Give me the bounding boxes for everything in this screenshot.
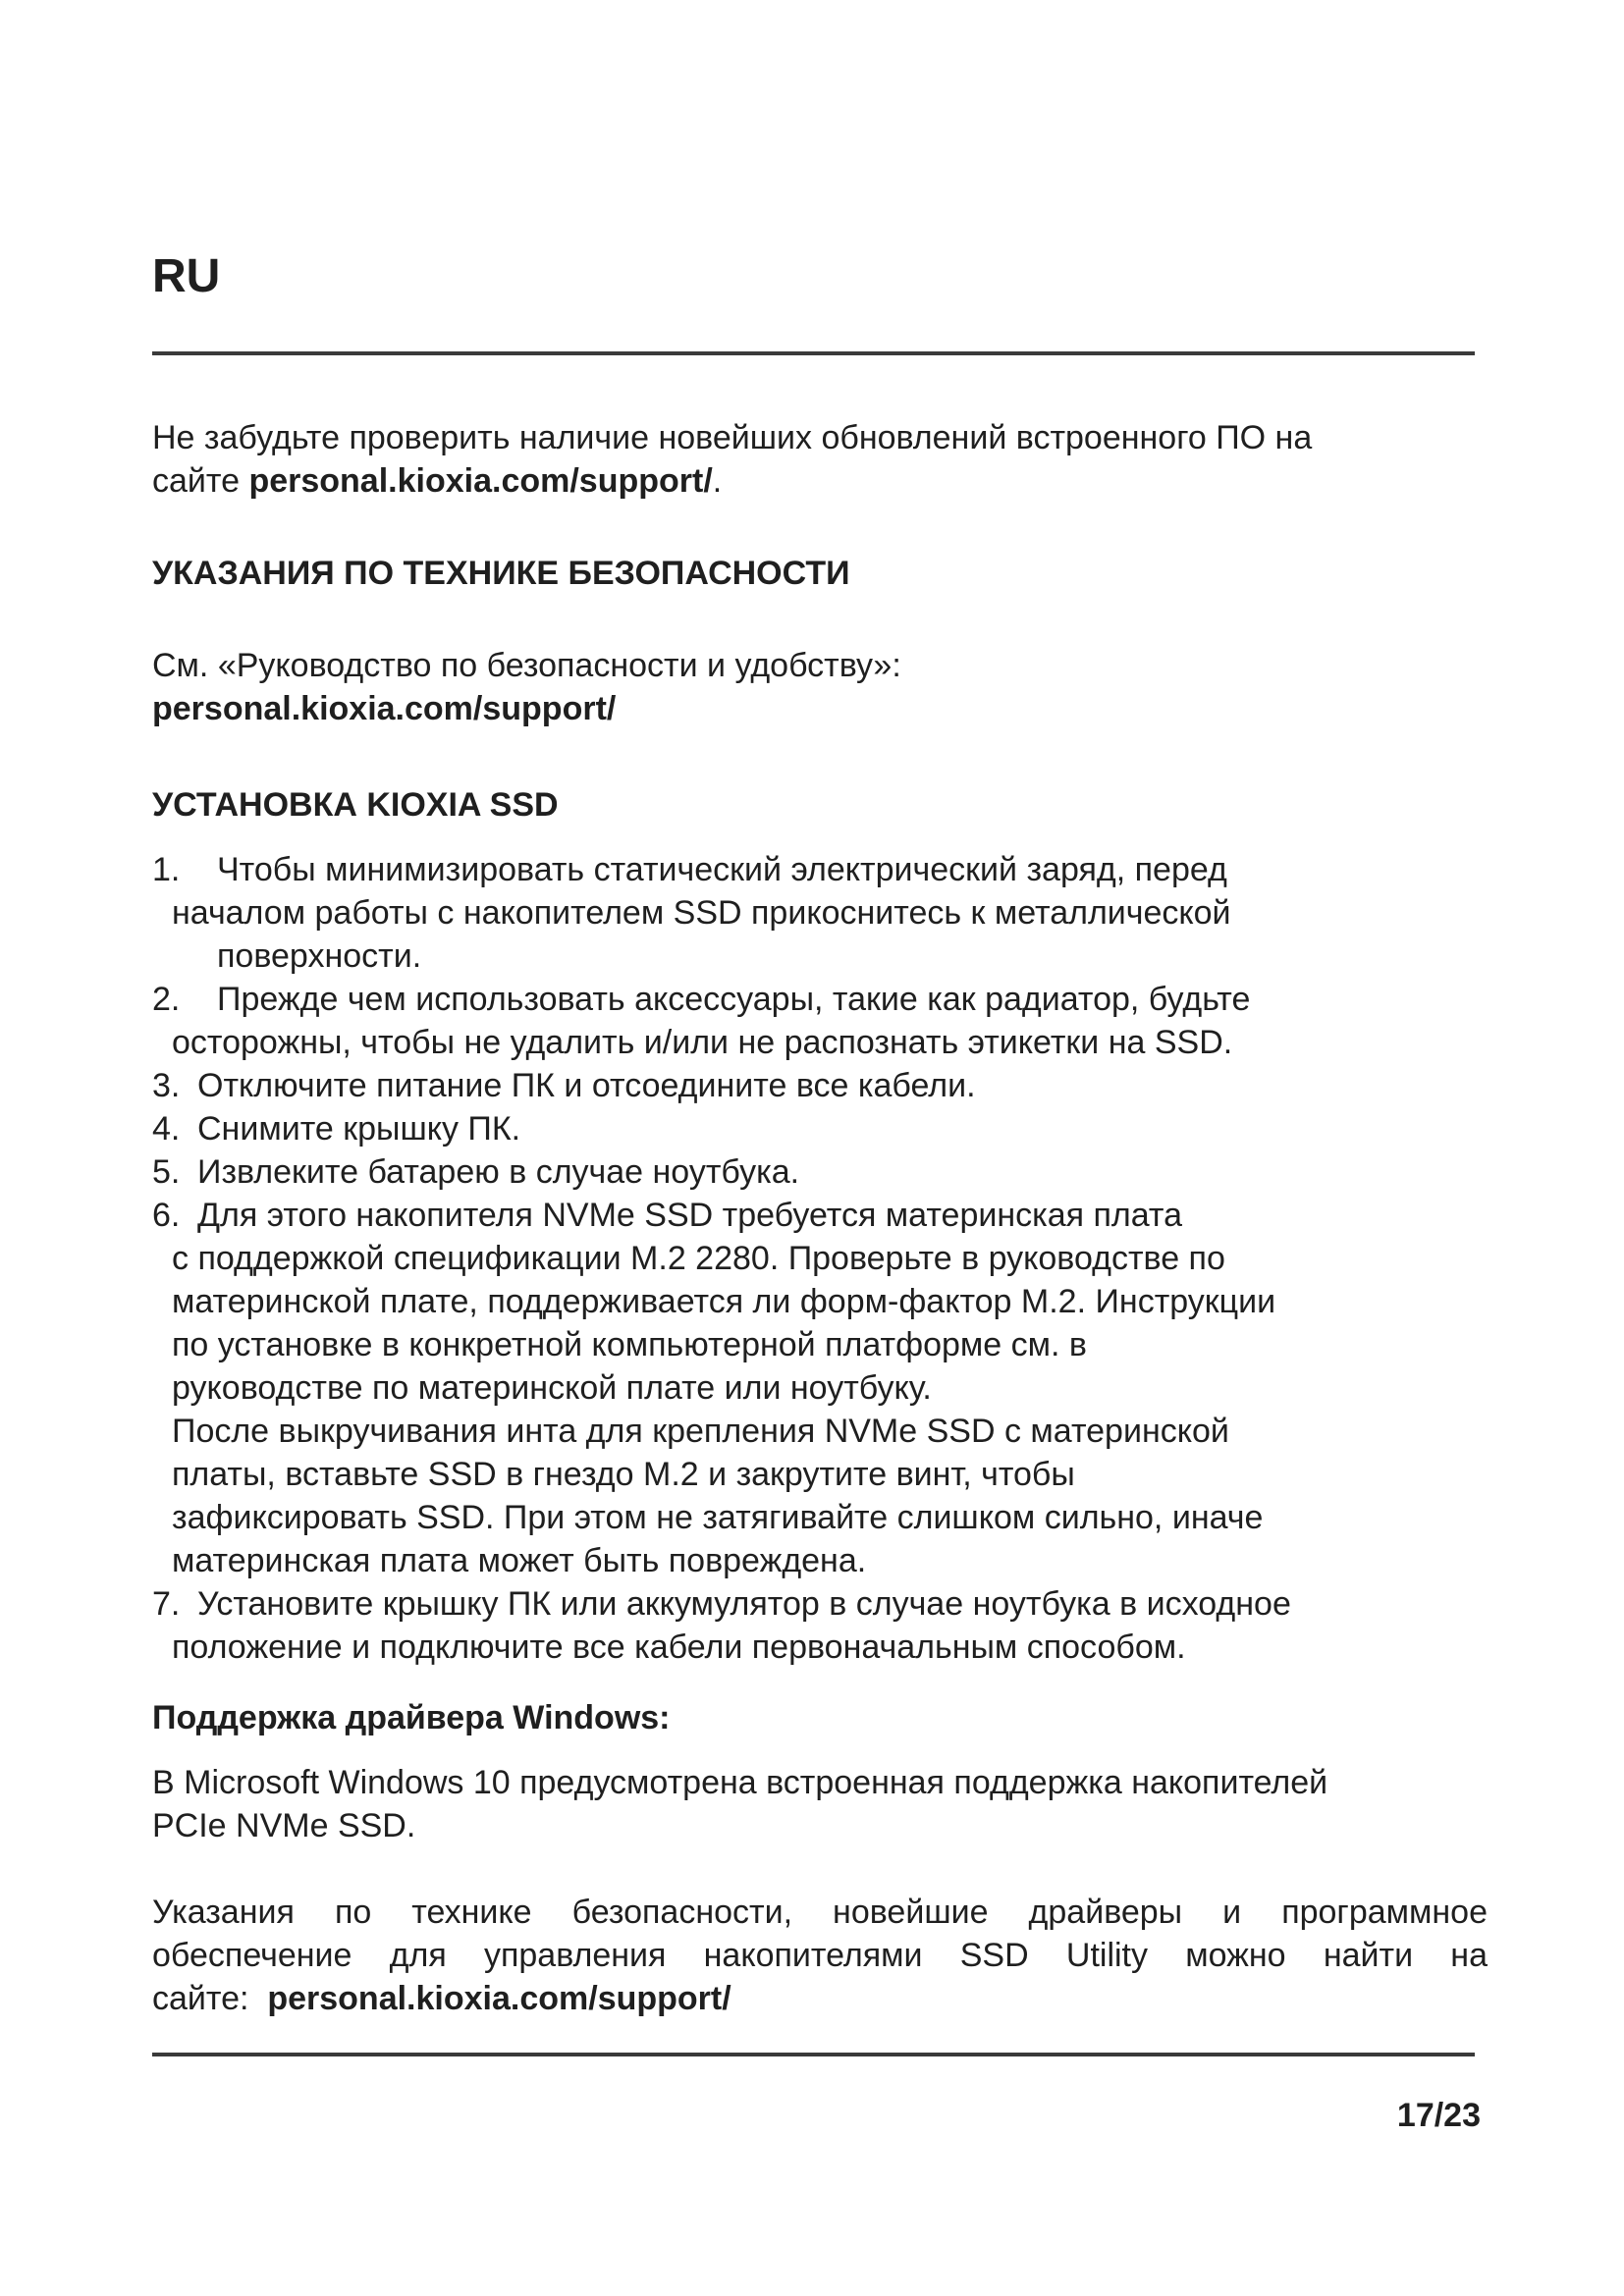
- bottom-divider: [152, 2053, 1475, 2056]
- windows-line-1: В Microsoft Windows 10 предусмотрена встроенная поддержка накопителей: [152, 1764, 1328, 1801]
- step-text: Отключите питание ПК и отсоедините все кабели.: [197, 1067, 976, 1104]
- step-text: Чтобы минимизировать статический электрический заряд, перед: [217, 851, 1227, 888]
- resources-paragraph: [152, 1891, 1488, 2020]
- step-text: зафиксировать SSD. При этом не затягивайте слишком сильно, иначе: [172, 1499, 1264, 1536]
- install-steps-list: [152, 848, 1488, 1669]
- install-step-1: [152, 848, 1488, 978]
- intro-support-link[interactable]: personal.kioxia.com/support/: [248, 462, 713, 500]
- step-text: осторожны, чтобы не удалить и/или не распознать этикетки на SSD.: [172, 1024, 1233, 1061]
- top-divider: [152, 351, 1475, 355]
- step-text: материнской плате, поддерживается ли форм-фактор M.2. Инструкции: [172, 1283, 1276, 1320]
- step-text: Извлеките батарею в случае ноутбука.: [197, 1153, 800, 1191]
- step-number: 7.: [152, 1585, 181, 1623]
- step-text: После выкручивания инта для крепления NVMe SSD с материнской: [172, 1413, 1229, 1450]
- step-text: материнская плата может быть повреждена.: [172, 1542, 867, 1579]
- windows-line-2: PCIe NVMe SSD.: [152, 1807, 416, 1844]
- step-text: Прежде чем использовать аксессуары, такие как радиатор, будьте: [217, 981, 1251, 1018]
- windows-driver-heading: Поддержка драйвера Windows:: [152, 1699, 671, 1736]
- step-text: платы, вставьте SSD в гнездо M.2 и закрутите винт, чтобы: [172, 1456, 1075, 1493]
- resources-line-1: Указания по технике безопасности, новейшие драйверы и программное: [152, 1894, 1488, 1931]
- step-number: 2.: [152, 981, 181, 1018]
- step-number: 5.: [152, 1153, 181, 1191]
- install-heading: УСТАНОВКА KIOXIA SSD: [152, 786, 559, 824]
- safety-line-1: См. «Руководство по безопасности и удобству»:: [152, 647, 901, 684]
- resources-line-3-prefix: сайте:: [152, 1980, 268, 2017]
- step-number: 4.: [152, 1110, 181, 1148]
- step-number: 1.: [152, 851, 181, 888]
- step-number: 6.: [152, 1197, 181, 1234]
- safety-support-link[interactable]: personal.kioxia.com/support/: [152, 690, 617, 727]
- resources-support-link[interactable]: personal.kioxia.com/support/: [267, 1980, 731, 2017]
- intro-line-2-suffix: .: [712, 462, 723, 500]
- install-step-6: [152, 1194, 1488, 1582]
- intro-paragraph: [152, 416, 1488, 503]
- step-text: руководстве по материнской плате или ноутбуку.: [172, 1369, 932, 1407]
- install-step-4: [152, 1107, 1488, 1150]
- resources-line-2: обеспечение для управления накопителями SSD Utility можно найти на: [152, 1937, 1488, 1974]
- intro-line-1: Не забудьте проверить наличие новейших обновлений встроенного ПО на: [152, 419, 1313, 456]
- install-step-3: [152, 1064, 1488, 1107]
- page-content: [152, 416, 1488, 2020]
- windows-driver-paragraph: [152, 1761, 1488, 1847]
- install-step-7: [152, 1582, 1488, 1669]
- install-step-5: [152, 1150, 1488, 1194]
- intro-line-2-prefix: сайте: [152, 462, 249, 500]
- step-text: Установите крышку ПК или аккумулятор в случае ноутбука в исходное: [197, 1585, 1291, 1623]
- step-text: с поддержкой спецификации M.2 2280. Проверьте в руководстве по: [172, 1240, 1225, 1277]
- page-number: 17/23: [1396, 2097, 1481, 2134]
- step-text: поверхности.: [217, 937, 422, 975]
- safety-paragraph: [152, 644, 1488, 730]
- install-step-2: [152, 978, 1488, 1064]
- step-text: Для этого накопителя NVMe SSD требуется материнская плата: [197, 1197, 1183, 1234]
- step-text: началом работы с накопителем SSD прикоснитесь к металлической: [172, 894, 1231, 932]
- step-text: по установке в конкретной компьютерной платформе см. в: [172, 1326, 1087, 1363]
- step-number: 3.: [152, 1067, 181, 1104]
- step-text: Снимите крышку ПК.: [197, 1110, 521, 1148]
- safety-heading: УКАЗАНИЯ ПО ТЕХНИКЕ БЕЗОПАСНОСТИ: [152, 555, 850, 592]
- step-text: положение и подключите все кабели первоначальным способом.: [172, 1629, 1186, 1666]
- language-code: RU: [152, 250, 221, 302]
